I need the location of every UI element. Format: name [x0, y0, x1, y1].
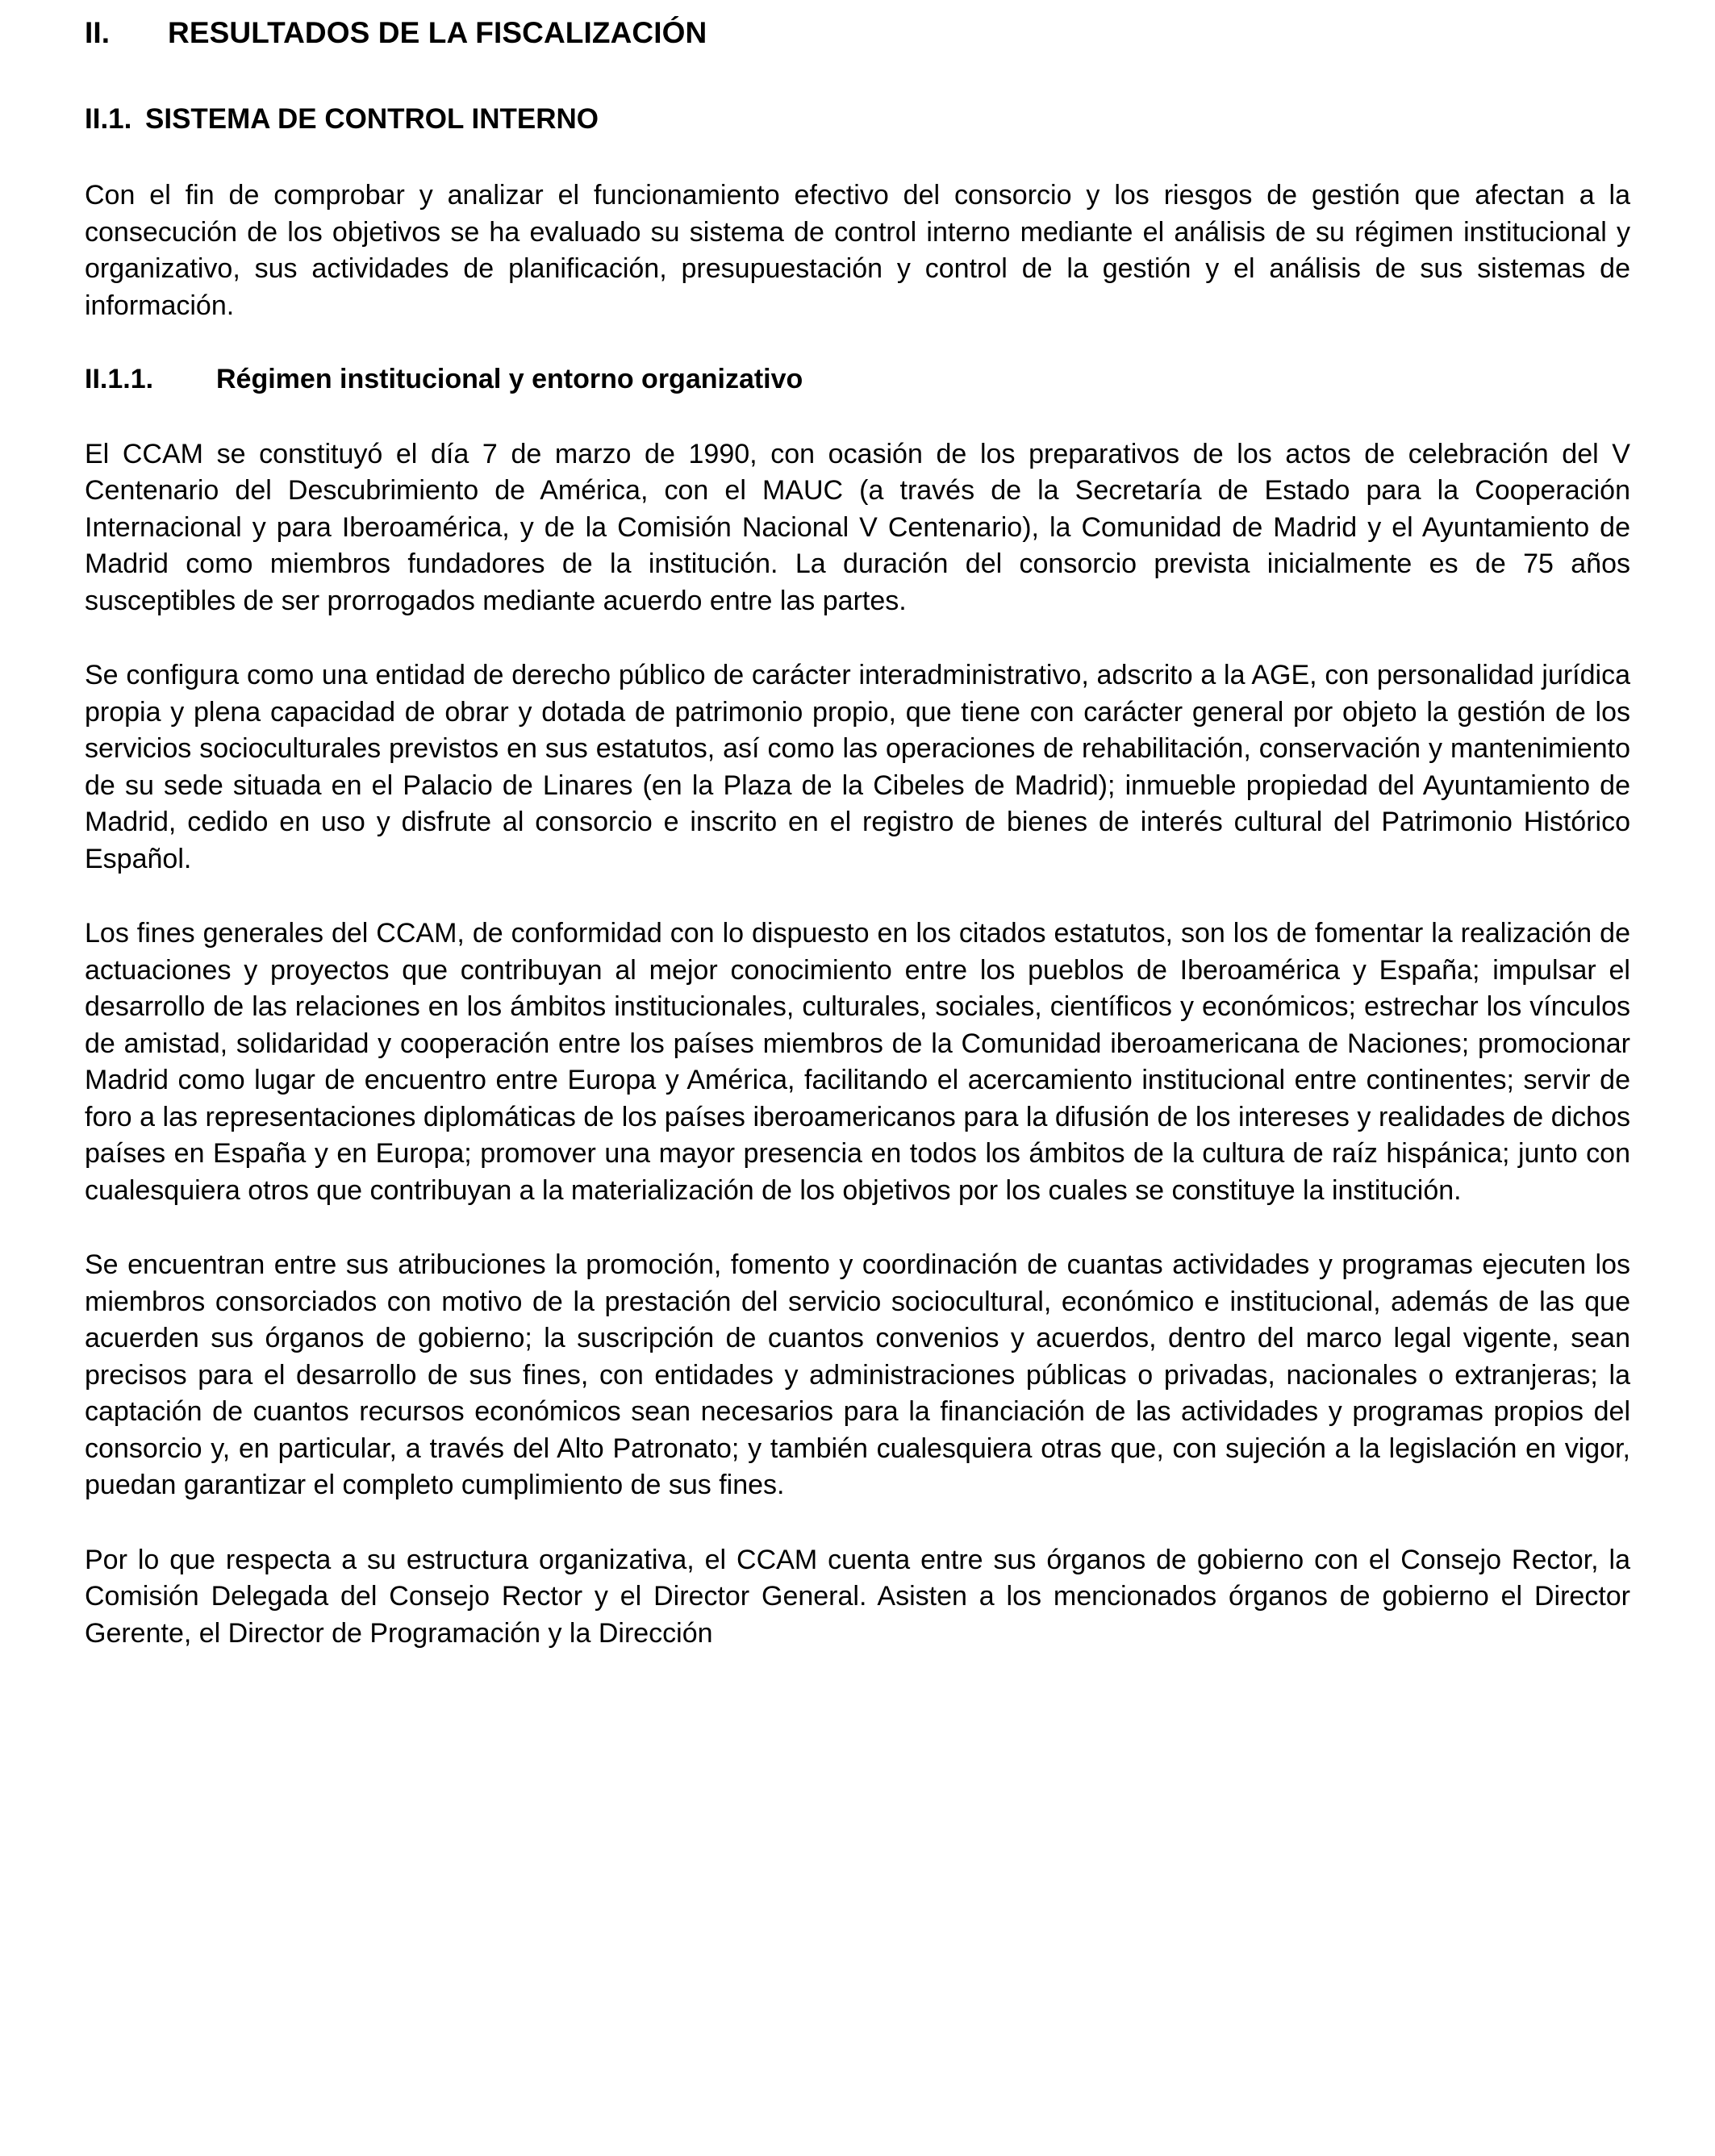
subsection-heading: [85, 102, 1630, 137]
subsubsection-heading-number: II.1.1.: [85, 364, 154, 394]
paragraph-atribuciones: Se encuentran entre sus atribuciones la promoción, fomento y coordinación de cuantas actividades y programas ejecuten los miembros consorciados con motivo de la prestación del servicio sociocultural, económico e institucional, además de las que acuerden sus órganos de gobierno; la suscripción de cuantos convenios y acuerdos, dentro del marco legal vigente, sean precisos para el desarrollo de sus fines, con entidades y administraciones públicas o privadas, nacionales o extranjeras; la captación de cuantos recursos económicos sean necesarios para la financiación de las actividades y programas propios del consorcio y, en particular, a través del Alto Patronato; y también cualesquiera otras que, con sujeción a la legislación en vigor, puedan garantizar el completo cumplimiento de sus fines.: [85, 1249, 1630, 1500]
spacer: [85, 1504, 1630, 1542]
section-heading-number: II.: [85, 16, 111, 49]
spacer: [85, 324, 1630, 362]
paragraph-control-interno-evaluacion: Con el fin de comprobar y analizar el funcionamiento efectivo del consorcio y los riesgos de gestión que afectan a la consecución de los objetivos se ha evaluado su sistema de control interno mediante el análisis de su régimen institucional y organizativo, sus actividades de planificación, presupuestación y control de la gestión y el análisis de sus sistemas de información.: [85, 180, 1630, 321]
document-body: [85, 15, 1630, 1652]
subsection-heading-title: SISTEMA DE CONTROL INTERNO: [145, 103, 599, 136]
spacer: [85, 397, 1630, 436]
spacer: [85, 1209, 1630, 1247]
section-heading: [85, 15, 1630, 52]
subsection-heading-number: II.1.: [85, 103, 132, 136]
spacer: [85, 878, 1630, 915]
spacer: [85, 52, 1630, 102]
subsubsection-heading-title: Régimen institucional y entorno organizativo: [216, 364, 803, 394]
spacer: [85, 619, 1630, 657]
paragraph-fines-generales: Los fines generales del CCAM, de conformidad con lo dispuesto en los citados estatutos, son los de fomentar la realización de actuaciones y proyectos que contribuyan al mejor conocimiento entre los pueblos de Iberoamérica y España; impulsar el desarrollo de las relaciones en los ámbitos institucionales, culturales, sociales, científicos y económicos; estrechar los vínculos de amistad, solidaridad y cooperación entre los países miembros de la Comunidad iberoamericana de Naciones; promocionar Madrid como lugar de encuentro entre Europa y América, facilitando el acercamiento institucional entre continentes; servir de foro a las representaciones diplomáticas de los países iberoamericanos para la difusión de los intereses y realidades de dichos países en España y en Europa; promover una mayor presencia en todos los ámbitos de la cultura de raíz hispánica; junto con cualesquiera otros que contribuyan a la materialización de los objetivos por los cuales se constituye la institución.: [85, 918, 1630, 1206]
spacer: [85, 137, 1630, 177]
section-heading-title: RESULTADOS DE LA FISCALIZACIÓN: [168, 16, 707, 49]
subsubsection-heading: [85, 362, 1630, 397]
paragraph-constitucion-ccam: El CCAM se constituyó el día 7 de marzo de 1990, con ocasión de los preparativos de los actos de celebración del V Centenario del Descubrimiento de América, con el MAUC (a través de la Secretaría de Estado para la Cooperación Internacional y para Iberoamérica, y de la Comisión Nacional V Centenario), la Comunidad de Madrid y el Ayuntamiento de Madrid como miembros fundadores de la institución. La duración del consorcio prevista inicialmente es de 75 años susceptibles de ser prorrogados mediante acuerdo entre las partes.: [85, 438, 1630, 616]
paragraph-estructura-organizativa: Por lo que respecta a su estructura organizativa, el CCAM cuenta entre sus órganos de gobierno con el Consejo Rector, la Comisión Delegada del Consejo Rector y el Director General. Asisten a los mencionados órganos de gobierno el Director Gerente, el Director de Programación y la Dirección: [85, 1544, 1630, 1649]
paragraph-naturaleza-juridica: Se configura como una entidad de derecho público de carácter interadministrativo, adscrito a la AGE, con personalidad jurídica propia y plena capacidad de obrar y dotada de patrimonio propio, que tiene con carácter general por objeto la gestión de los servicios socioculturales previstos en sus estatutos, así como las operaciones de rehabilitación, conservación y mantenimiento de su sede situada en el Palacio de Linares (en la Plaza de la Cibeles de Madrid); inmueble propiedad del Ayuntamiento de Madrid, cedido en uso y disfrute al consorcio e inscrito en el registro de bienes de interés cultural del Patrimonio Histórico Español.: [85, 660, 1630, 874]
